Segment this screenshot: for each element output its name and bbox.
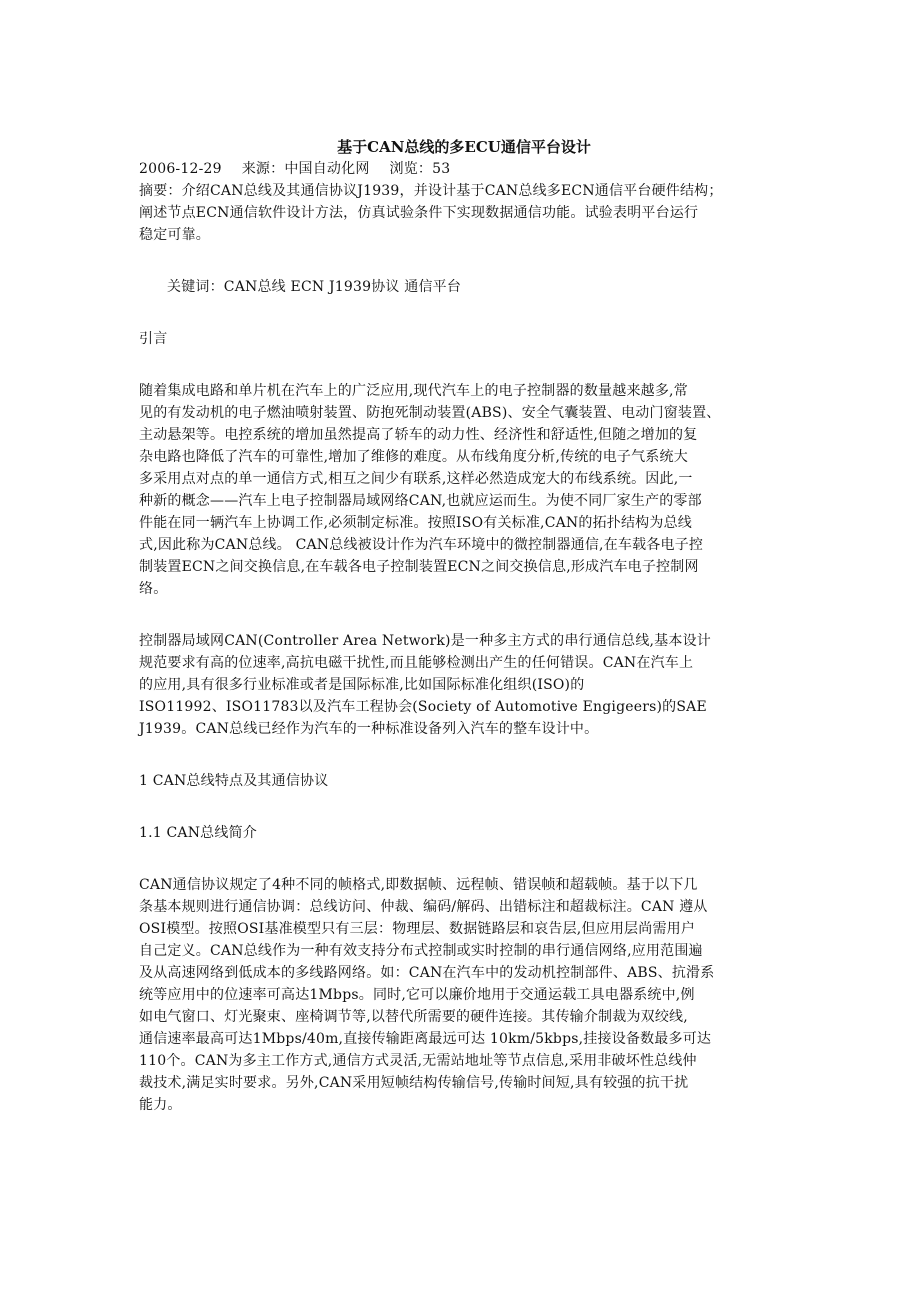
source-label: 来源：中国自动化网 bbox=[241, 161, 370, 177]
paragraph-line: 随着集成电路和单片机在汽车上的广泛应用,现代汽车上的电子控制器的数量越来越多,常 bbox=[139, 383, 688, 399]
abstract bbox=[139, 180, 789, 246]
paragraph-line: 110个。CAN为多主工作方式,通信方式灵活,无需站地址等节点信息,采用非破坏性总线仲 bbox=[139, 1053, 697, 1069]
keywords: 关键词：CAN总线 ECN J1939协议 通信平台 bbox=[167, 279, 462, 295]
paragraph-line: 的应用,具有很多行业标准或者是国际标准,比如国际标准化组织(ISO)的 bbox=[139, 677, 585, 693]
section-1-1-paragraph bbox=[139, 874, 789, 1116]
paragraph-line: J1939。CAN总线已经作为汽车的一种标准设备列入汽车的整车设计中。 bbox=[139, 721, 599, 737]
section-1-heading: 1 CAN总线特点及其通信协议 bbox=[139, 773, 329, 789]
views-label: 浏览：53 bbox=[389, 161, 451, 177]
document-page bbox=[139, 136, 789, 1116]
paragraph-line: OSI模型。按照OSI基准模型只有三层：物理层、数据链路层和哀告层,但应用层尚需用户 bbox=[139, 921, 696, 937]
paragraph-line: 制装置ECN之间交换信息,在车载各电子控制装置ECN之间交换信息,形成汽车电子控制网 bbox=[139, 559, 699, 575]
paragraph-line: 种新的概念——汽车上电子控制器局域网络CAN,也就应运而生。为使不同厂家生产的零部 bbox=[139, 493, 702, 509]
publish-date: 2006-12-29 bbox=[139, 161, 222, 177]
article-title: 基于CAN总线的多ECU通信平台设计 bbox=[337, 138, 591, 156]
paragraph-line: 及从高速网络到低成本的多线路网络。如：CAN在汽车中的发动机控制部件、ABS、抗滑系 bbox=[139, 965, 715, 981]
paragraph-line: 能力。 bbox=[139, 1097, 182, 1113]
section-1-1-heading: 1.1 CAN总线简介 bbox=[139, 825, 257, 841]
paragraph-line: 控制器局域网CAN(Controller Area Network)是一种多主方式的串行通信总线,基本设计 bbox=[139, 633, 711, 649]
intro-heading: 引言 bbox=[139, 331, 168, 347]
intro-paragraph-1 bbox=[139, 380, 789, 600]
paragraph-line: 多采用点对点的单一通信方式,相互之间少有联系,这样必然造成宠大的布线系统。因此,一 bbox=[139, 471, 693, 487]
abstract-line: 阐述节点ECN通信软件设计方法，仿真试验条件下实现数据通信功能。试验表明平台运行 bbox=[139, 205, 699, 221]
paragraph-line: 主动悬架等。电控系统的增加虽然提高了轿车的动力性、经济性和舒适性,但随之增加的复 bbox=[139, 427, 698, 443]
abstract-line: 稳定可靠。 bbox=[139, 227, 210, 243]
paragraph-line: 络。 bbox=[139, 581, 168, 597]
article-meta bbox=[139, 158, 789, 180]
paragraph-line: 统等应用中的位速率可高达1Mbps。同时,它可以廉价地用于交通运载工具电器系统中,例 bbox=[139, 987, 695, 1003]
paragraph-line: 条基本规则进行通信协调：总线访问、仲裁、编码/解码、出错标注和超裁标注。CAN 遵从 bbox=[139, 899, 708, 915]
paragraph-line: 件能在同一辆汽车上协调工作,必须制定标准。按照ISO有关标准,CAN的拓扑结构为总线 bbox=[139, 515, 692, 531]
paragraph-line: 式,因此称为CAN总线。 CAN总线被设计作为汽车环境中的微控制器通信,在车载各电子控 bbox=[139, 537, 704, 553]
paragraph-line: CAN通信协议规定了4种不同的帧格式,即数据帧、远程帧、错误帧和超载帧。基于以下几 bbox=[139, 877, 698, 893]
abstract-line: 摘要：介绍CAN总线及其通信协议J1939，并设计基于CAN总线多ECN通信平台硬件结构； bbox=[139, 183, 723, 199]
paragraph-line: 规范要求有高的位速率,高抗电磁干扰性,而且能够检测出产生的任何错误。CAN在汽车上 bbox=[139, 655, 694, 671]
paragraph-line: 如电气窗口、灯光聚束、座椅调节等,以替代所需要的硬件连接。其传输介制裁为双绞线, bbox=[139, 1009, 688, 1025]
paragraph-line: 裁技术,满足实时要求。另外,CAN采用短帧结构传输信号,传输时间短,具有较强的抗干扰 bbox=[139, 1075, 689, 1091]
paragraph-line: 自己定义。CAN总线作为一种有效支持分布式控制或实时控制的串行通信网络,应用范围遍 bbox=[139, 943, 703, 959]
paragraph-line: 杂电路也降低了汽车的可靠性,增加了维修的难度。从布线角度分析,传统的电子气系统大 bbox=[139, 449, 688, 465]
paragraph-line: ISO11992、ISO11783以及汽车工程协会(Society of Automotive Engigeers)的SAE bbox=[139, 699, 707, 715]
paragraph-line: 见的有发动机的电子燃油喷射装置、防抱死制动装置(ABS)、安全气囊装置、电动门窗装置、 bbox=[139, 405, 721, 421]
paragraph-line: 通信速率最高可达1Mbps/40m,直接传输距离最远可达 10km/5kbps,挂接设备数最多可达 bbox=[139, 1031, 712, 1047]
intro-paragraph-2 bbox=[139, 630, 789, 740]
